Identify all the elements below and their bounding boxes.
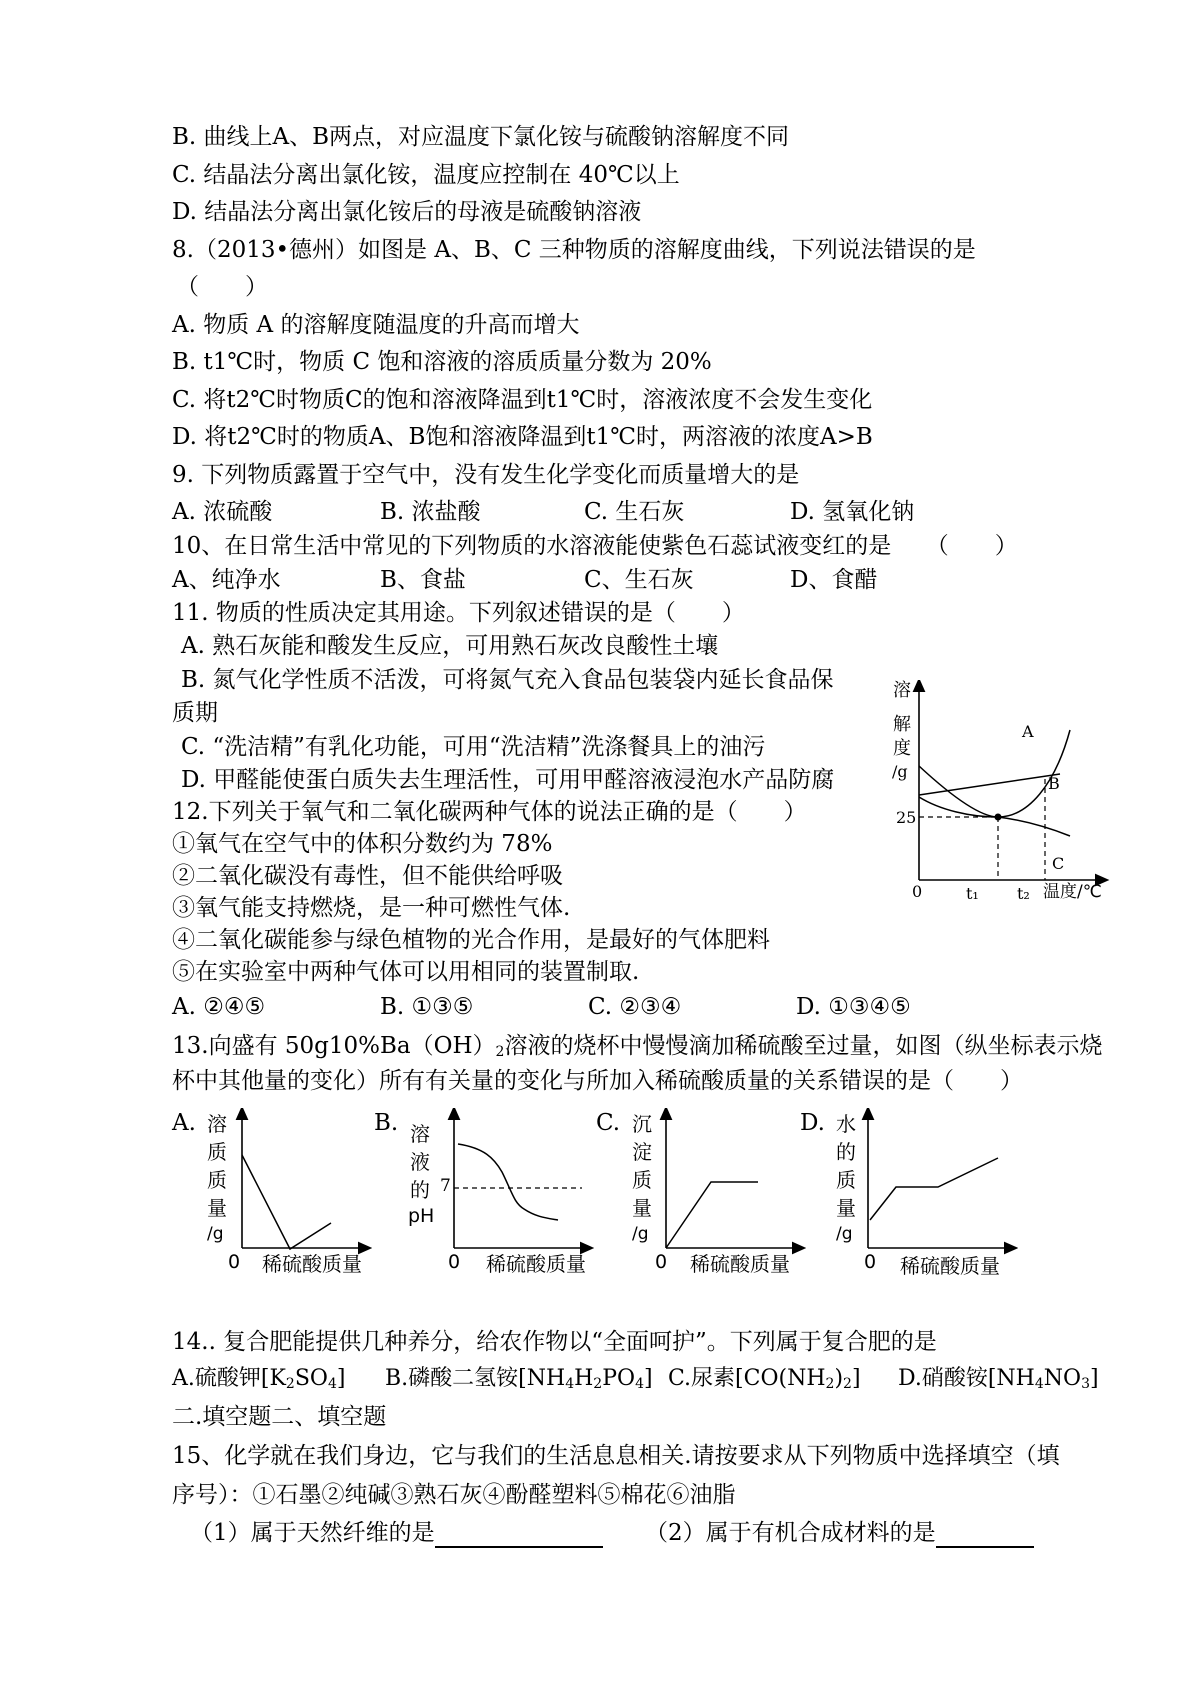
- graph-c-ylabel-3: 质: [632, 1168, 652, 1192]
- question-8: 8.（2013•德州）如图是 A、B、C 三种物质的溶解度曲线，下列说法错误的是: [172, 237, 976, 263]
- question-12: 12.下列关于氧气和二氧化碳两种气体的说法正确的是（ ）: [172, 799, 807, 825]
- option-10c: C、生石灰: [584, 567, 694, 593]
- graph-c-option: C.: [596, 1110, 621, 1136]
- graph-a-ylabel-2: 质: [207, 1140, 227, 1164]
- t1-label: t₁: [966, 884, 979, 903]
- tick-label-25: 25: [896, 808, 917, 827]
- answer-blank[interactable]: [936, 1522, 1034, 1548]
- graph-d-ylabel-5: /g: [836, 1224, 853, 1244]
- option-8c: C. 将t2℃时物质C的饱和溶液降温到t1℃时，溶液浓度不会发生变化: [172, 387, 873, 413]
- option-14b: B.磷酸二氢铵$[NH_4H_2PO_4]$: [385, 1366, 653, 1392]
- option-12c: C. ②③④: [588, 994, 682, 1020]
- y-axis-label-3: 度: [893, 738, 911, 759]
- graph-d-ylabel-2: 的: [836, 1140, 856, 1164]
- graph-c-ylabel-4: 量: [632, 1196, 652, 1220]
- question-10: 10、在日常生活中常见的下列物质的水溶液能使紫色石蕊试液变红的是 （ ）: [172, 533, 1018, 559]
- option-11c: C. “洗洁精”有乳化功能，可用“洗洁精”洗涤餐具上的油污: [181, 734, 766, 760]
- option-12d: D. ①③④⑤: [796, 994, 911, 1020]
- graph-c-ylabel-1: 沉: [632, 1112, 652, 1136]
- y-axis-label-2: 解: [893, 714, 911, 735]
- option-12b: B. ①③⑤: [380, 994, 474, 1020]
- graph-a-ylabel-4: 量: [207, 1196, 227, 1220]
- graph-b-option: B.: [374, 1110, 399, 1136]
- x-axis-label: 温度/℃: [1043, 882, 1102, 902]
- graph-b-ylabel-3: 的: [410, 1178, 430, 1202]
- intersection-point: [995, 814, 1002, 821]
- option-14c: C.尿素$[CO(NH_2)_2]$: [668, 1366, 861, 1392]
- statement-12-2: ②二氧化碳没有毒性，但不能供给呼吸: [172, 863, 563, 889]
- graph-d-plot: [858, 1108, 1018, 1256]
- option-11d: D. 甲醛能使蛋白质失去生理活性，可用甲醛溶液浸泡水产品防腐: [181, 767, 835, 793]
- option-11b-cont: 质期: [172, 700, 218, 726]
- curve-c-label: C: [1052, 854, 1065, 873]
- statement-12-5: ⑤在实验室中两种气体可以用相同的装置制取.: [172, 959, 640, 985]
- graph-c-xlabel: 稀硫酸质量: [690, 1252, 790, 1276]
- option-10b: B、食盐: [380, 567, 466, 593]
- graph-b-plot: [444, 1108, 594, 1256]
- question-11: 11. 物质的性质决定其用途。下列叙述错误的是（ ）: [172, 600, 745, 626]
- question-13-cont: 杯中其他量的变化）所有有关量的变化与所加入稀硫酸质量的关系错误的是（ ）: [172, 1068, 1023, 1094]
- graph-b-ylabel-4: pH: [408, 1205, 435, 1227]
- statement-12-3: ③氧气能支持燃烧，是一种可燃性气体.: [172, 895, 571, 921]
- option-10a: A、纯净水: [172, 567, 281, 593]
- y-axis-label-4: /g: [892, 762, 908, 781]
- graph-d-line: [870, 1158, 998, 1220]
- question-14: 14.. 复合肥能提供几种养分，给农作物以“全面呵护”。下列属于复合肥的是: [172, 1329, 937, 1355]
- option-11b: B. 氮气化学性质不活泼，可将氮气充入食品包装袋内延长食品保: [181, 667, 834, 693]
- graph-d-origin: 0: [864, 1251, 877, 1273]
- graph-c-origin: 0: [655, 1251, 668, 1273]
- curve-b-label: B: [1048, 774, 1060, 793]
- statement-12-4: ④二氧化碳能参与绿色植物的光合作用，是最好的气体肥料: [172, 927, 770, 953]
- question-15: 15、化学就在我们身边，它与我们的生活息息相关.请按要求从下列物质中选择填空（填: [172, 1443, 1060, 1469]
- origin-label: 0: [912, 882, 923, 901]
- graph-d-ylabel-1: 水: [836, 1112, 856, 1136]
- option-7d: D. 结晶法分离出氯化铵后的母液是硫酸钠溶液: [172, 199, 642, 225]
- graph-d-xlabel: 稀硫酸质量: [900, 1254, 1000, 1278]
- question-9: 9. 下列物质露置于空气中，没有发生化学变化而质量增大的是: [172, 462, 800, 488]
- statement-12-1: ①氧气在空气中的体积分数约为 78%: [172, 831, 553, 857]
- blank-15-2: （2）属于有机合成材料的是: [645, 1518, 1034, 1548]
- question-13: 13.向盛有 $50g10\%Ba(OH)_2$溶液的烧杯中慢慢滴加稀硫酸至过量，如图（纵坐标表示烧: [172, 1033, 1103, 1060]
- graph-a-ylabel-1: 溶: [207, 1112, 227, 1136]
- t2-label: t₂: [1017, 884, 1030, 903]
- solubility-curve-graph: [890, 680, 1115, 910]
- graph-a-ylabel-5: /g: [207, 1224, 224, 1244]
- graph-c-ylabel-5: /g: [632, 1224, 649, 1244]
- option-14d: D.硝酸铵$[NH_4NO_3]$: [898, 1366, 1099, 1392]
- y-axis-label-1: 溶: [893, 680, 911, 701]
- option-11a: A. 熟石灰能和酸发生反应，可用熟石灰改良酸性土壤: [181, 633, 719, 659]
- graph-c-line: [666, 1182, 758, 1248]
- graph-b-tick-7: 7: [440, 1176, 451, 1196]
- option-9d: D. 氢氧化钠: [790, 499, 915, 525]
- option-9c: C. 生石灰: [584, 499, 685, 525]
- option-7b: B. 曲线上A、B两点，对应温度下氯化铵与硫酸钠溶解度不同: [172, 124, 790, 150]
- graph-a-ylabel-3: 质: [207, 1168, 227, 1192]
- option-7c: C. 结晶法分离出氯化铵，温度应控制在 40℃以上: [172, 162, 680, 188]
- option-14a: A.硫酸钾$[K_2SO_4]$: [172, 1366, 346, 1392]
- option-9a: A. 浓硫酸: [172, 499, 273, 525]
- question-15-cont: 序号）：①石墨②纯碱③熟石灰④酚醛塑料⑤棉花⑥油脂: [172, 1482, 736, 1508]
- graph-a-plot: [232, 1108, 372, 1256]
- graph-b-xlabel: 稀硫酸质量: [486, 1252, 586, 1276]
- graph-a-line: [242, 1155, 331, 1249]
- graph-d-ylabel-3: 质: [836, 1168, 856, 1192]
- graph-b-ylabel-1: 溶: [410, 1122, 430, 1146]
- graph-a-xlabel: 稀硫酸质量: [262, 1252, 362, 1276]
- graph-c-plot: [656, 1108, 806, 1256]
- answer-paren-8: （ ）: [176, 274, 268, 300]
- answer-blank[interactable]: [435, 1522, 603, 1548]
- graph-b-curve: [458, 1144, 558, 1220]
- graph-c-ylabel-2: 淀: [632, 1140, 652, 1164]
- option-8d: D. 将t2℃时的物质A、B饱和溶液降温到t1℃时，两溶液的浓度A>B: [172, 424, 873, 450]
- graph-d-option: D.: [800, 1110, 825, 1136]
- graph-b-origin: 0: [448, 1251, 461, 1273]
- section-heading: 二.填空题二、填空题: [172, 1404, 387, 1430]
- graph-a-origin: 0: [228, 1251, 241, 1273]
- graph-d-ylabel-4: 量: [836, 1196, 856, 1220]
- graph-b-ylabel-2: 液: [410, 1150, 430, 1174]
- option-9b: B. 浓盐酸: [380, 499, 481, 525]
- option-10d: D、食醋: [790, 567, 878, 593]
- curve-a-label: A: [1022, 722, 1034, 741]
- graph-a-option: A.: [172, 1110, 196, 1136]
- option-8b: B. t1℃时，物质 C 饱和溶液的溶质质量分数为 20%: [172, 349, 712, 375]
- blank-15-1: （1）属于天然纤维的是: [190, 1518, 603, 1548]
- option-8a: A. 物质 A 的溶解度随温度的升高而增大: [172, 312, 580, 338]
- option-12a: A. ②④⑤: [172, 994, 266, 1020]
